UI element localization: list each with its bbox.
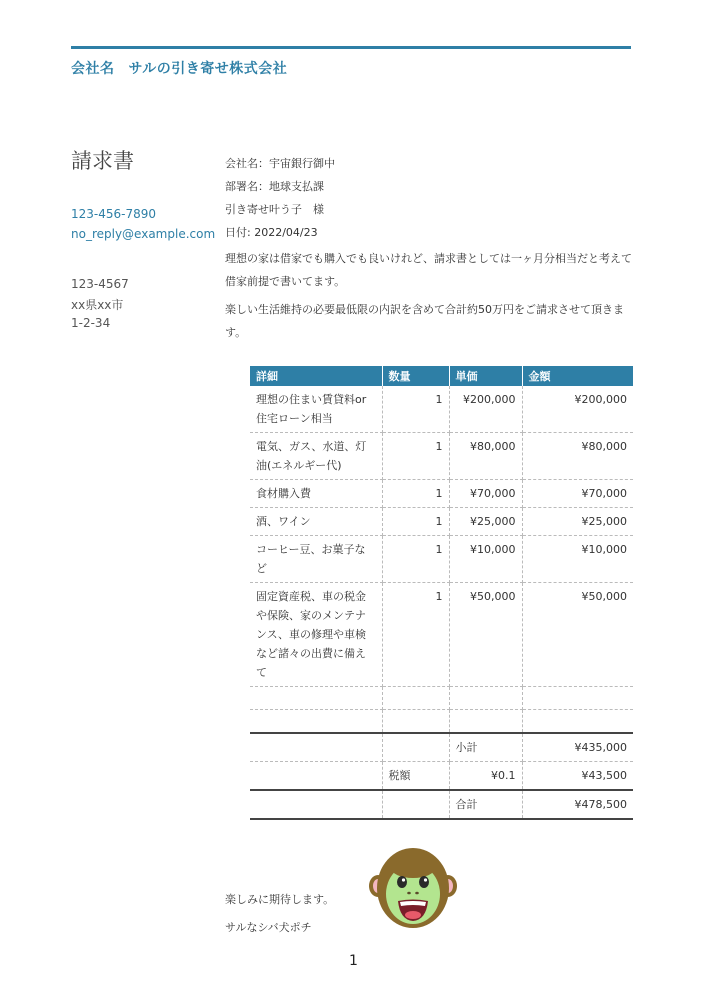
- recipient-company: 会社名：宇宙銀行御中: [225, 157, 335, 170]
- header-quantity: 数量: [382, 366, 449, 386]
- body-paragraph-2: 楽しい生活維持の必要最低限の内訳を含めて合計約50万円をご請求させて頂きます。: [225, 303, 624, 339]
- company-label: 会社名: [71, 61, 115, 77]
- total-label: 合計: [449, 790, 522, 819]
- row-amount: ¥25,000: [522, 508, 633, 536]
- invoice-date: 日付: 2022/04/23: [225, 226, 318, 239]
- table-row: [250, 536, 633, 583]
- table-row: [250, 433, 633, 480]
- row-amount: ¥70,000: [522, 480, 633, 508]
- page-number: 1: [349, 953, 358, 969]
- row-unit-price: ¥25,000: [449, 508, 522, 536]
- table-row: [250, 508, 633, 536]
- body-paragraph-1: 理想の家は借家でも購入でも良いけれど、請求書としては一ヶ月分相当だと考えて借家前提で書いてます。: [225, 252, 632, 288]
- company-name: サルの引き寄せ株式会社: [128, 61, 288, 77]
- monkey-face-icon: [368, 846, 458, 931]
- row-detail: コーヒー豆、お菓子など: [250, 536, 382, 583]
- row-amount: ¥80,000: [522, 433, 633, 480]
- subtotal-row: [250, 733, 633, 762]
- recipient-person: 引き寄せ叶う子 様: [225, 203, 324, 216]
- table-header-row: [250, 366, 633, 386]
- row-amount: ¥50,000: [522, 583, 633, 687]
- row-quantity: 1: [382, 583, 449, 687]
- total-value: ¥478,500: [522, 790, 633, 819]
- row-detail: 食材購入費: [250, 480, 382, 508]
- company-header: [71, 58, 287, 78]
- subtotal-label: 小計: [449, 733, 522, 762]
- tax-row: [250, 762, 633, 791]
- row-detail: 固定資産税、車の税金や保険、家のメンテナンス、車の修理や車検など諸々の出費に備えて: [250, 583, 382, 687]
- row-detail: 理想の住まい賃貸料or住宅ローン相当: [250, 386, 382, 433]
- table-row: [250, 583, 633, 687]
- header-rule: [71, 46, 631, 49]
- row-unit-price: ¥80,000: [449, 433, 522, 480]
- phone-number: 123-456-7890: [71, 207, 157, 221]
- row-unit-price: ¥10,000: [449, 536, 522, 583]
- total-row: [250, 790, 633, 819]
- empty-row: [250, 710, 633, 734]
- header-detail: 詳細: [250, 366, 382, 386]
- tax-label: 税額: [382, 762, 449, 791]
- table-row: [250, 386, 633, 433]
- email-address: no_reply@example.com: [71, 227, 216, 241]
- invoice-table: [250, 366, 633, 820]
- row-unit-price: ¥50,000: [449, 583, 522, 687]
- empty-row: [250, 687, 633, 710]
- row-quantity: 1: [382, 508, 449, 536]
- row-detail: 電気、ガス、水道、灯油(エネルギー代): [250, 433, 382, 480]
- tax-rate: ¥0.1: [449, 762, 522, 791]
- recipient-department: 部署名：地球支払課: [225, 180, 324, 193]
- document-title: 請求書: [71, 149, 134, 173]
- signature: サルなシバ犬ポチ: [225, 921, 312, 934]
- row-amount: ¥200,000: [522, 386, 633, 433]
- tax-value: ¥43,500: [522, 762, 633, 791]
- address-street: 1-2-34: [71, 316, 111, 330]
- row-unit-price: ¥70,000: [449, 480, 522, 508]
- table-row: [250, 480, 633, 508]
- header-amount: 金額: [522, 366, 633, 386]
- address-prefecture: xx県xx市: [71, 298, 124, 312]
- row-unit-price: ¥200,000: [449, 386, 522, 433]
- row-quantity: 1: [382, 433, 449, 480]
- row-detail: 酒、ワイン: [250, 508, 382, 536]
- postal-code: 123-4567: [71, 277, 129, 291]
- closing-message: 楽しみに期待します。: [225, 893, 335, 906]
- row-amount: ¥10,000: [522, 536, 633, 583]
- header-unit-price: 単価: [449, 366, 522, 386]
- row-quantity: 1: [382, 536, 449, 583]
- row-quantity: 1: [382, 386, 449, 433]
- subtotal-value: ¥435,000: [522, 733, 633, 762]
- row-quantity: 1: [382, 480, 449, 508]
